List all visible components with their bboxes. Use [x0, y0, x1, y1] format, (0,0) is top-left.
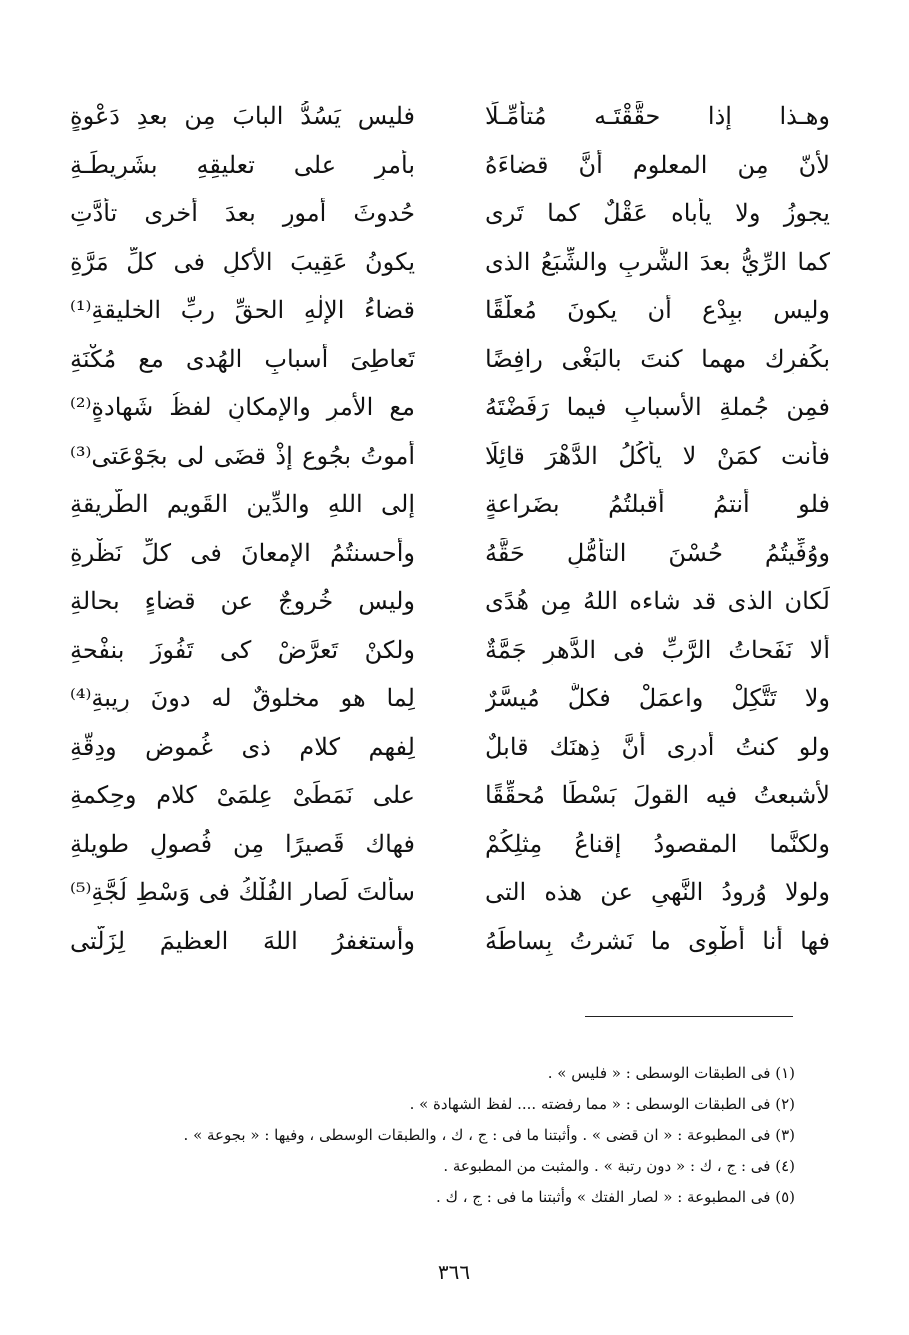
verse-first-hemistich: يجوزُ ولا يأباه عَقْلٌ كما تَرى [485, 199, 830, 228]
poem-verses [70, 92, 830, 965]
verse-line [70, 868, 830, 917]
verse-line [70, 771, 830, 820]
verse-first-hemistich: لأنّ مِن المعلومِ أنَّ قضاءَهُ [485, 150, 830, 179]
verse-line [70, 141, 830, 190]
verse-second-hemistich: أموتُ بجُوعٍ إذْ قضَى لى بجَوْعَتى⁽³⁾ [70, 441, 415, 470]
verse-second-hemistich: تَعاطِىَ أسبابِ الهُدى مع مُكْنَةِ [70, 344, 415, 373]
verse-second-hemistich: لِما هو مخلوقٌ له دونَ رِيبةِ⁽⁴⁾ [70, 684, 415, 713]
verse-line [70, 529, 830, 578]
verse-line [70, 335, 830, 384]
verse-line [70, 917, 830, 966]
footnote: (٣) فى المطبوعة : « ان قضى » . وأثبتنا ما فى : ج ، ك ، والطبقات الوسطى ، وفيها : « بجوعة » . [183, 1126, 795, 1144]
verse-second-hemistich: لِفهمِ كلامٍ ذى غُموضٍ ودِقَّةِ [70, 732, 415, 761]
footnote: (٤) فى : ج ، ك : « دون رتبة » . والمثبت من المطبوعة . [443, 1157, 795, 1175]
verse-second-hemistich: سألتَ لَصار الفُلْكُ فى وَسْطِ لُجَّةِ⁽⁵⁾ [70, 878, 415, 907]
verse-second-hemistich: على نَمَطَىْ عِلمَىْ كلامٍ وحِكمةِ [70, 781, 415, 810]
verse-line [70, 674, 830, 723]
footnote-separator [585, 1016, 793, 1017]
verse-first-hemistich: ألا نَفَحاتُ الرَّبِّ فى الدَّهرِ جَمَّةٌ [485, 635, 830, 664]
verse-first-hemistich: وليس ببِدْعٍ أن يكونَ مُعلَّقًا [485, 296, 830, 325]
page-number: ٣٦٦ [437, 1260, 471, 1284]
verse-second-hemistich: مع الأمرِ والإمكانِ لفظُ شَهادةٍ⁽²⁾ [70, 393, 415, 422]
verse-second-hemistich: وليس خُروجٌ عن قضاءٍ بحالةِ [70, 587, 415, 616]
verse-first-hemistich: فمِن جُملةِ الأسبابِ فيما رَفَضْتَهُ [485, 393, 830, 422]
verse-first-hemistich: كما الرِّيُّ بعدَ الشُّربِ والشِّبَعُ الذى [485, 247, 830, 276]
footnote: (٥) فى المطبوعة : « لصار الفتك » وأثبتنا ما فى : ج ، ك . [436, 1188, 795, 1206]
verse-first-hemistich: ولكنَّما المقصودُ إقناعُ مِثلِكُمْ [485, 829, 830, 858]
verse-second-hemistich: فليس يَسُدُّ البابَ مِن بعدِ دَعْوةٍ [70, 102, 415, 131]
verse-second-hemistich: قضاءُ الإلٰهِ الحقِّ ربِّ الخليقةِ⁽¹⁾ [70, 296, 415, 325]
verse-first-hemistich: ولا تَتَّكِلْ واعمَلْ فكلٌّ مُيسَّرٌ [485, 684, 830, 713]
footnote: (١) فى الطبقات الوسطى : « فليس » . [547, 1064, 795, 1082]
verse-second-hemistich: إلى اللهِ والدِّينِ القَويمِ الطَّريقةِ [70, 490, 415, 519]
verse-line [70, 238, 830, 287]
verse-second-hemistich: فهاك قَصيرًا مِن فُصولٍ طويلةِ [70, 829, 415, 858]
verse-line [70, 92, 830, 141]
verse-line [70, 723, 830, 772]
footnotes [140, 1058, 795, 1213]
verse-second-hemistich: بأمرٍ على تعليقِهِ بشَرِيطَـةِ [70, 150, 415, 179]
verse-first-hemistich: بكُفرِك مهما كنتَ بالبَغْى رافِضًا [485, 344, 830, 373]
verse-first-hemistich: ولولا وُرودُ النَّهىِ عن هذه التى [485, 878, 830, 907]
verse-first-hemistich: فلو أنتمُ أقبلتُمُ بضَراعةٍ [485, 490, 830, 519]
verse-line [70, 189, 830, 238]
verse-second-hemistich: وأحسنتُمُ الإمعانَ فى كلِّ نَظْرةِ [70, 538, 415, 567]
verse-first-hemistich: وهـذا إذا حقَّقْتَـه مُتأمِّـلًا [485, 102, 830, 131]
verse-first-hemistich: ولو كنتُ أدرِى أنَّ ذِهنَك قابلٌ [485, 732, 830, 761]
verse-first-hemistich: لَكان الذى قد شاءه اللهُ مِن هُدًى [485, 587, 830, 616]
verse-line [70, 626, 830, 675]
verse-first-hemistich: ووُفِّيتُمُ حُسْنَ التأمُّلِ حَقَّهُ [485, 538, 830, 567]
verse-line [70, 820, 830, 869]
verse-second-hemistich: وأستغفرُ اللهَ العظيمَ لِزَلَّتى [70, 926, 415, 955]
verse-line [70, 432, 830, 481]
verse-line [70, 383, 830, 432]
verse-first-hemistich: فأنت كمَنْ لا يأكُلُ الدَّهْرَ قائِلًا [485, 441, 830, 470]
verse-second-hemistich: يكونُ عَقِيبَ الأكلِ فى كلِّ مَرَّةِ [70, 247, 415, 276]
footnote: (٢) فى الطبقات الوسطى : « مما رفضته .... لفظ الشهادة » . [409, 1095, 795, 1113]
verse-first-hemistich: فها أنا أطْوِى ما نَشرتُ بِساطَهُ [485, 926, 830, 955]
verse-line [70, 286, 830, 335]
verse-second-hemistich: ولكنْ تَعرَّضْ كى تَفُوزَ بنفْحةِ [70, 635, 415, 664]
verse-first-hemistich: لأشبعتُ فيه القولَ بَسْطًا مُحقِّقًا [485, 781, 830, 810]
verse-line [70, 577, 830, 626]
verse-second-hemistich: حُدوثَ أُمورٍ بعدَ أخرى تأدَّتِ [70, 199, 415, 228]
verse-line [70, 480, 830, 529]
